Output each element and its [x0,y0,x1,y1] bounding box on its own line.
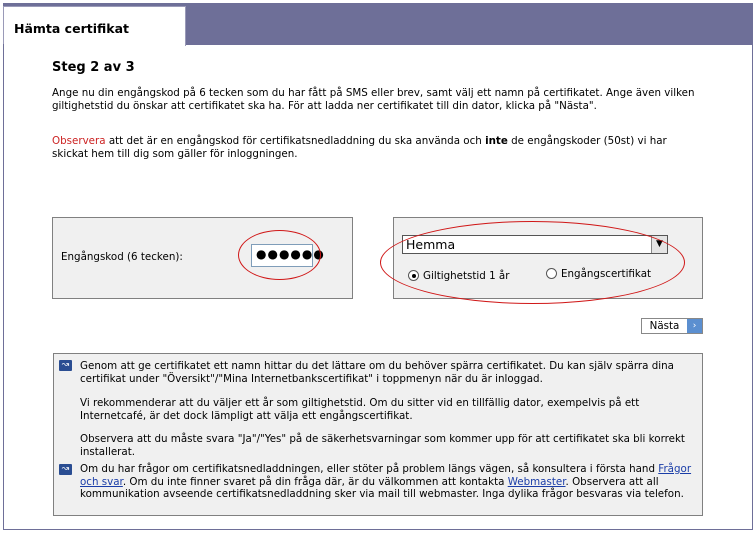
certificate-panel [393,217,703,299]
next-button[interactable] [641,318,703,334]
code-label: Engångskod (6 tecken): [61,251,183,263]
radio-one-time[interactable] [546,268,651,280]
info-p4-text-c: . Observera att all kommunikation avseende certifikatsnedladdning sker via mail till webmaster. Inga dylika frågor besvaras via telefon. [80,475,684,500]
arrow-bullet-icon: ↝ [59,464,72,475]
arrow-bullet-icon: ↝ [59,360,72,371]
code-input[interactable]: ●●●●●● [251,244,313,267]
step-title: Steg 2 av 3 [52,60,135,75]
chevron-right-icon: › [687,319,702,333]
certificate-name-select[interactable] [402,235,668,254]
code-panel [52,217,353,299]
info-paragraph-1: Genom att ge certifikatet ett namn hittar du det lättare om du behöver spärra certifikatet. Du kan själv spärra dina certifikat under "Översikt"/"Mina Internetbankscertifikat" i toppmenyn när du är inloggad. [80,360,674,385]
notice-text-after: de engångskoder (50st) vi har skickat hem till dig som gäller för inloggningen. [52,135,667,160]
radio-selected-icon[interactable] [408,270,419,281]
radio-validity-year-label: Giltighetstid 1 år [423,270,510,282]
radio-unselected-icon[interactable] [546,268,557,279]
radio-validity-year[interactable] [408,270,509,282]
notice-text-before: att det är en engångskod för certifikatsnedladdning du ska använda och [105,135,486,147]
tab-hamta-certifikat[interactable] [3,6,186,46]
chevron-down-icon[interactable]: ▼ [651,236,667,253]
info-paragraph-3: Observera att du måste svara "Ja"/"Yes" på de säkerhetsvarningar som kommer upp för att certifikatet ska bli korrekt installerat. [80,433,685,458]
notice-warn-word: Observera [52,135,106,147]
radio-one-time-label: Engångscertifikat [561,268,652,280]
notice-text [52,135,702,161]
tab-title: Hämta certifikat [14,21,129,36]
webmaster-link[interactable]: Webmaster [507,475,566,488]
info-p4-text-a: Om du har frågor om certifikatsnedladdningen, eller stöter på problem längs vägen, så konsultera i första hand [80,463,659,475]
info-paragraph-2: Vi rekommenderar att du väljer ett år som giltighetstid. Om du sitter vid en tillfällig dator, exempelvis på ett Internetcafé, är det dock lämpligt att välja ett engångscertifikat. [80,397,640,422]
info-p4-text-b: . Om du inte finner svaret på din fråga där, är du välkommen att kontakta [122,475,508,488]
notice-bold-word: inte [485,135,508,147]
info-panel [53,353,703,516]
intro-text: Ange nu din engångskod på 6 tecken som du har fått på SMS eller brev, samt välj ett namn på certifikatet. Ange även vilken giltighetstid du önskar att certifikatet ska ha. För att ladda ner certifikatet till din dator, klicka på "Nästa". [52,87,695,112]
faq-link[interactable]: Frågor och svar [80,463,692,488]
next-button-label: Nästa [649,320,680,332]
info-paragraph-4 [80,463,695,501]
certificate-name-value: Hemma [406,237,456,252]
